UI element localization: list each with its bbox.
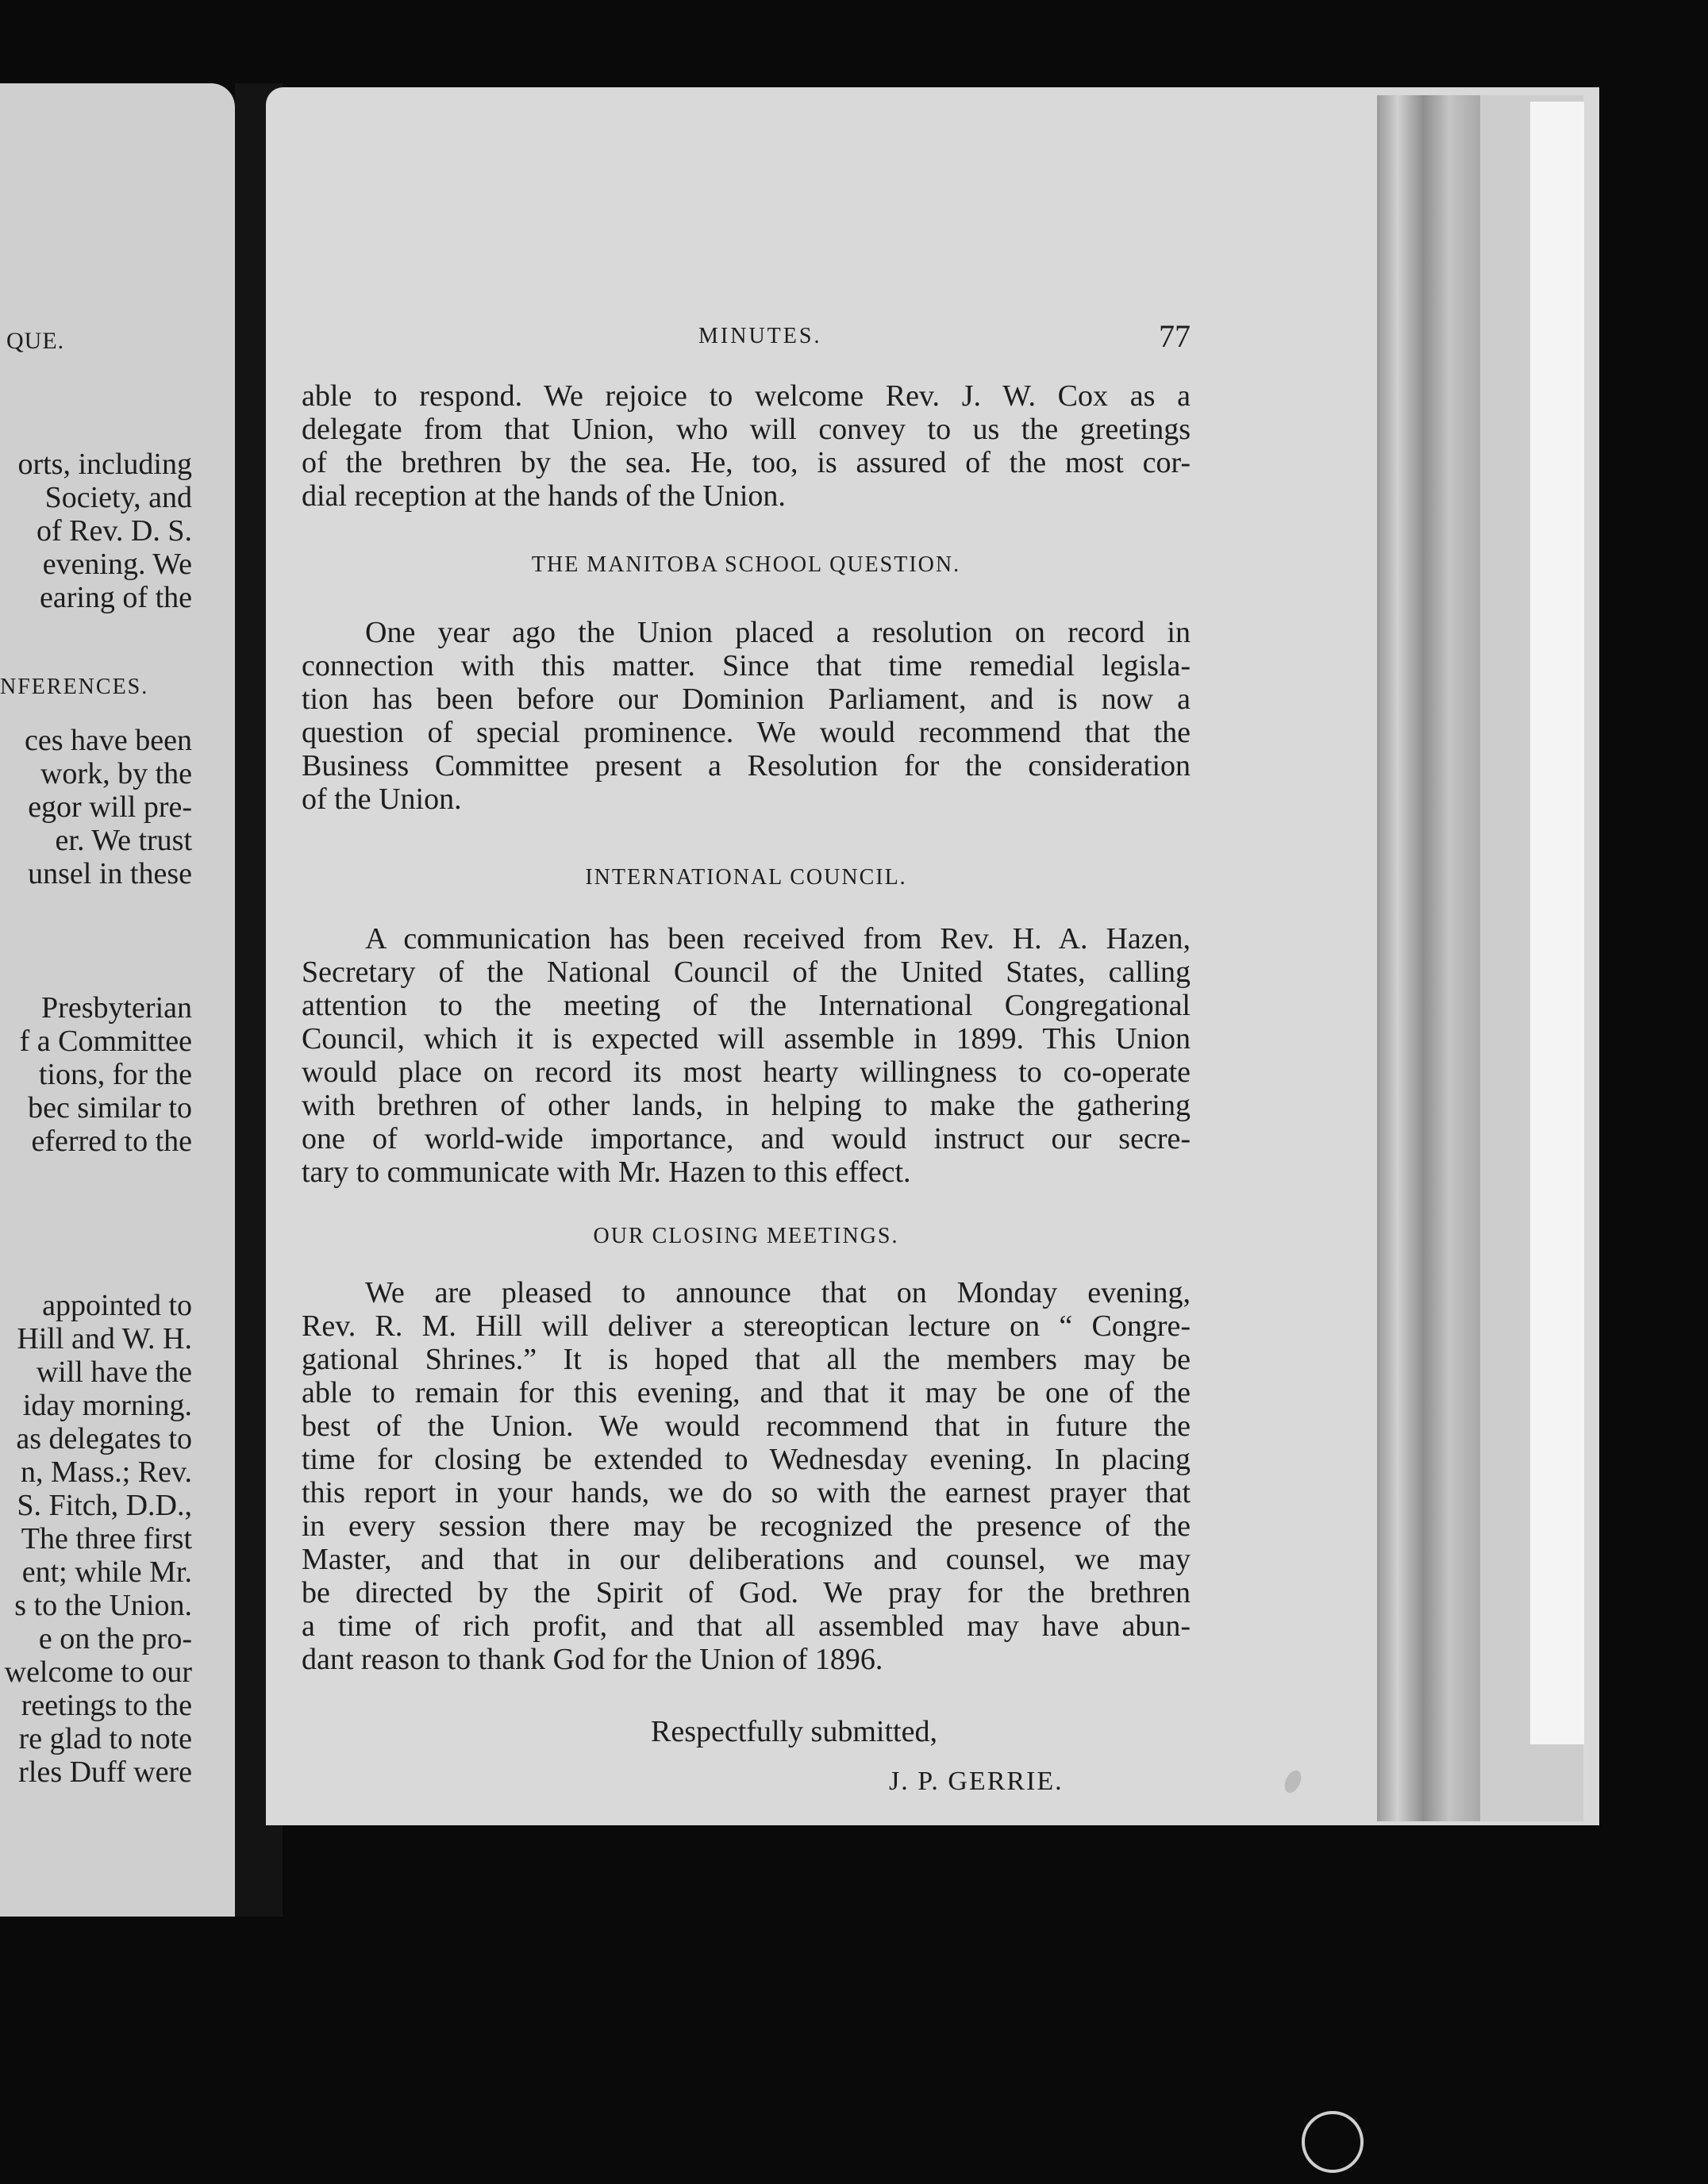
text-line: One year ago the Union placed a resolution on record in (365, 616, 1191, 649)
text-line: of the Union. (302, 782, 462, 816)
paragraph-closing-meetings (302, 1276, 1191, 1676)
left-text-line: re glad to note (18, 1722, 192, 1755)
text-line: in every session there may be recognized the presence of the (302, 1509, 1191, 1543)
paragraph-international-council (302, 922, 1191, 1189)
left-text-line: ces have been (25, 724, 192, 757)
closing-phrase: Respectfully submitted, (651, 1715, 937, 1748)
page-number: 77 (1159, 318, 1191, 354)
text-line: A communication has been received from Rev. H. A. Hazen, (365, 922, 1191, 956)
left-facing-page (0, 83, 235, 1917)
text-line: this report in your hands, we do so with the earnest prayer that (302, 1476, 1191, 1509)
text-line: tary to communicate with Mr. Hazen to this effect. (302, 1155, 911, 1189)
text-line: able to remain for this evening, and that it may be one of the (302, 1376, 1191, 1409)
text-line: question of special prominence. We would recommend that the (302, 716, 1191, 749)
text-line: Secretary of the National Council of the United States, calling (302, 956, 1191, 989)
paragraph-continued (302, 379, 1191, 513)
left-text-line: Society, and (44, 481, 192, 514)
running-title: MINUTES. (698, 324, 822, 348)
left-text-line: er. We trust (55, 824, 192, 857)
left-text-line: eferred to the (31, 1125, 192, 1158)
left-text-line: e on the pro- (38, 1622, 192, 1655)
left-text-line: iday morning. (22, 1389, 192, 1422)
text-line: attention to the meeting of the International Congregational (302, 989, 1191, 1022)
text-line: Council, which it is expected will assemble in 1899. This Union (302, 1022, 1191, 1055)
text-line: dial reception at the hands of the Union. (302, 479, 786, 513)
text-line: tion has been before our Dominion Parliament, and is now a (302, 682, 1191, 716)
paragraph-manitoba (302, 616, 1191, 816)
left-text-line: egor will pre- (28, 790, 192, 824)
left-text-line: orts, including (17, 448, 192, 481)
left-text-line: appointed to (42, 1289, 192, 1322)
left-text-line: Presbyterian (41, 991, 192, 1025)
text-line: one of world-wide importance, and would instruct our secre- (302, 1122, 1191, 1155)
text-line: Business Committee present a Resolution for the consideration (302, 749, 1191, 782)
left-text-line: evening. We (42, 548, 192, 581)
left-text-line: earing of the (39, 581, 192, 614)
text-line: We are pleased to announce that on Monday evening, (365, 1276, 1191, 1309)
text-line: Master, and that in our deliberations and counsel, we may (302, 1543, 1191, 1576)
running-head (302, 317, 1191, 365)
left-text-line: ent; while Mr. (21, 1555, 192, 1589)
heading-closing-meetings: OUR CLOSING MEETINGS. (593, 1224, 899, 1248)
text-line: time for closing be extended to Wednesday evening. In placing (302, 1443, 1191, 1476)
left-text-line: f a Committee (19, 1025, 192, 1058)
text-line: a time of rich profit, and that all assembled may have abun- (302, 1609, 1191, 1643)
left-text-line: S. Fitch, D.D., (17, 1489, 192, 1522)
left-text-line: welcome to our (4, 1655, 192, 1689)
text-line: gational Shrines.” It is hoped that all the members may be (302, 1343, 1191, 1376)
left-text-line: n, Mass.; Rev. (20, 1455, 192, 1489)
text-line: best of the Union. We would recommend that in future the (302, 1409, 1191, 1443)
signature: J. P. GERRIE. (889, 1767, 1064, 1796)
left-text-line: Hill and W. H. (17, 1322, 192, 1355)
text-line: connection with this matter. Since that time remedial legisla- (302, 649, 1191, 682)
text-line: of the brethren by the sea. He, too, is assured of the most cor- (302, 446, 1191, 479)
left-text-line: will have the (36, 1355, 192, 1389)
left-text-line: rles Duff were (18, 1755, 192, 1789)
left-text-line: The three first (21, 1522, 192, 1555)
text-line: dant reason to thank God for the Union of 1896. (302, 1643, 883, 1676)
left-heading-fragment: NFERENCES. (0, 675, 149, 699)
left-text-line: unsel in these (28, 857, 192, 890)
left-text-line: tions, for the (38, 1058, 192, 1091)
text-line: able to respond. We rejoice to welcome Rev. J. W. Cox as a (302, 379, 1191, 413)
heading-manitoba: THE MANITOBA SCHOOL QUESTION. (531, 552, 961, 577)
text-line: would place on record its most hearty willingness to co-operate (302, 1055, 1191, 1089)
left-text-line: reetings to the (21, 1689, 192, 1722)
left-text-line: of Rev. D. S. (37, 514, 192, 548)
white-margin-strip (1530, 102, 1584, 1744)
text-line: be directed by the Spirit of God. We pray for the brethren (302, 1576, 1191, 1609)
left-text-line: work, by the (40, 757, 192, 790)
left-text-line: bec similar to (28, 1091, 192, 1125)
text-line: Rev. R. M. Hill will deliver a stereoptican lecture on “ Congre- (302, 1309, 1191, 1343)
heading-international-council: INTERNATIONAL COUNCIL. (585, 865, 907, 890)
page-stack-edges (1377, 95, 1480, 1821)
text-line: delegate from that Union, who will convey to us the greetings (302, 413, 1191, 446)
left-text-line: s to the Union. (14, 1589, 192, 1622)
text-line: with brethren of other lands, in helping to make the gathering (302, 1089, 1191, 1122)
left-text-line: as delegates to (16, 1422, 192, 1455)
film-artifact (1302, 2111, 1364, 2173)
left-running-head: QUE. (6, 328, 65, 354)
